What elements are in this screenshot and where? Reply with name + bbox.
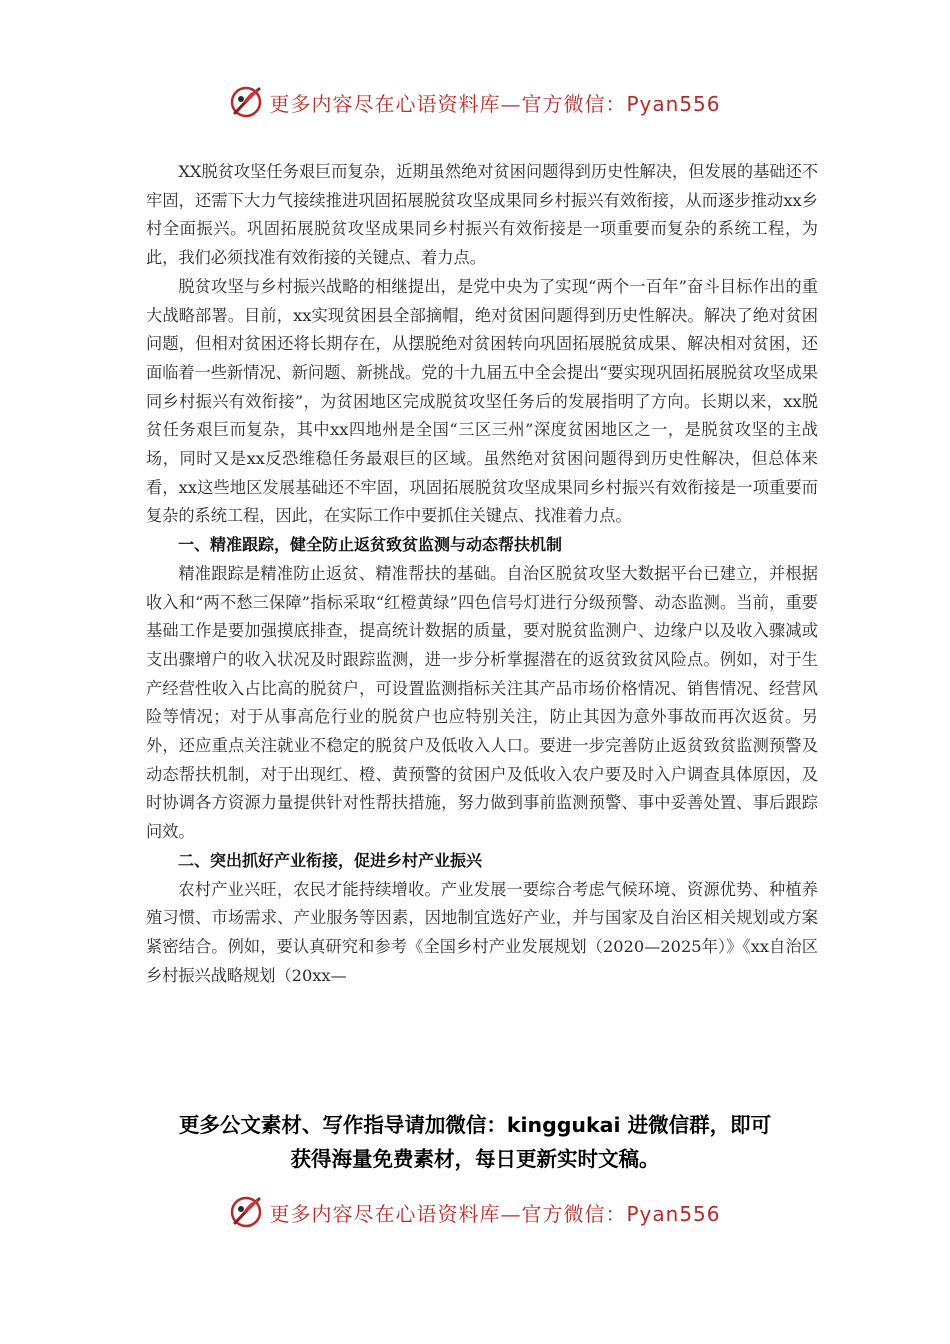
banner-text-cn: 更多内容尽在心语资料库—官方微信：	[269, 1201, 627, 1226]
header-banner	[0, 82, 950, 122]
article-body	[146, 158, 818, 990]
quill-logo-icon	[229, 85, 263, 119]
promo-notice	[120, 1108, 830, 1176]
paragraph: 精准跟踪是精准防止返贫、精准帮扶的基础。自治区脱贫攻坚大数据平台已建立，并根据收入和“两不愁三保障”指标采取“红橙黄绿”四色信号灯进行分级预警、动态监测。当前，重要基础工作是要加强摸底排查，提高统计数据的质量，要对脱贫监测户、边缘户以及收入骤减或支出骤增户的收入状况及时跟踪监测，进一步分析掌握潜在的返贫致贫风险点。例如，对于生产经营性收入占比高的脱贫户，可设置监测指标关注其产品市场价格情况、销售情况、经营风险等情况；对于从事高危行业的脱贫户也应特别关注，防止其因为意外事故而再次返贫。另外，还应重点关注就业不稳定的脱贫户及低收入人口。要进一步完善防止返贫致贫监测预警及动态帮扶机制，对于出现红、橙、黄预警的贫困户及低收入农户要及时入户调查具体原因，及时协调各方资源力量提供针对性帮扶措施，努力做到事前监测预警、事中妥善处置、事后跟踪问效。	[146, 563, 818, 842]
banner-text	[269, 1198, 720, 1227]
quill-logo-icon	[229, 1195, 263, 1229]
banner-text	[269, 88, 720, 117]
section-heading: 二、突出抓好产业衔接，促进乡村产业振兴	[178, 850, 483, 870]
promo-line: 更多公文素材、写作指导请加微信：kinggukai 进微信群，即可	[178, 1113, 772, 1137]
banner-wechat-id: Pyan556	[626, 91, 721, 116]
paragraph: XX脱贫攻坚任务艰巨而复杂，近期虽然绝对贫困问题得到历史性解决，但发展的基础还不牢固，还需下大力气接续推进巩固拓展脱贫攻坚成果同乡村振兴有效衔接，从而逐步推动xx乡村全面振兴。巩固拓展脱贫攻坚成果同乡村振兴有效衔接是一项重要而复杂的系统工程，为此，我们必须找准有效衔接的关键点、着力点。	[146, 162, 818, 268]
paragraph: 农村产业兴旺，农民才能持续增收。产业发展一要综合考虑气候环境、资源优势、种植养殖习惯、市场需求、产业服务等因素，因地制宜选好产业，并与国家及自治区相关规划或方案紧密结合。例如，要认真研究和参考《全国乡村产业发展规划（2020—2025年）》《xx自治区乡村振兴战略规划（20xx—	[146, 879, 818, 985]
promo-line: 获得海量免费素材，每日更新实时文稿。	[290, 1147, 660, 1171]
banner-wechat-id: Pyan556	[626, 1201, 721, 1226]
footer-banner	[0, 1192, 950, 1232]
paragraph: 脱贫攻坚与乡村振兴战略的相继提出，是党中央为了实现“两个一百年”奋斗目标作出的重大战略部署。目前，xx实现贫困县全部摘帽，绝对贫困问题得到历史性解决。解决了绝对贫困问题，但相对贫困还将长期存在，从摆脱绝对贫困转向巩固拓展脱贫成果、解决相对贫困，还面临着一些新情况、新问题、新挑战。党的十九届五中全会提出“要实现巩固拓展脱贫攻坚成果同乡村振兴有效衔接”，为贫困地区完成脱贫攻坚任务后的发展指明了方向。长期以来，xx脱贫任务艰巨而复杂，其中xx四地州是全国“三区三州”深度贫困地区之一，是脱贫攻坚的主战场，同时又是xx反恐维稳任务最艰巨的区域。虽然绝对贫困问题得到历史性解决，但总体来看，xx这些地区发展基础还不牢固，巩固拓展脱贫攻坚成果同乡村振兴有效衔接是一项重要而复杂的系统工程，因此，在实际工作中要抓住关键点、找准着力点。	[146, 276, 818, 526]
section-heading: 一、精准跟踪，健全防止返贫致贫监测与动态帮扶机制	[178, 535, 563, 555]
banner-text-cn: 更多内容尽在心语资料库—官方微信：	[269, 91, 627, 116]
